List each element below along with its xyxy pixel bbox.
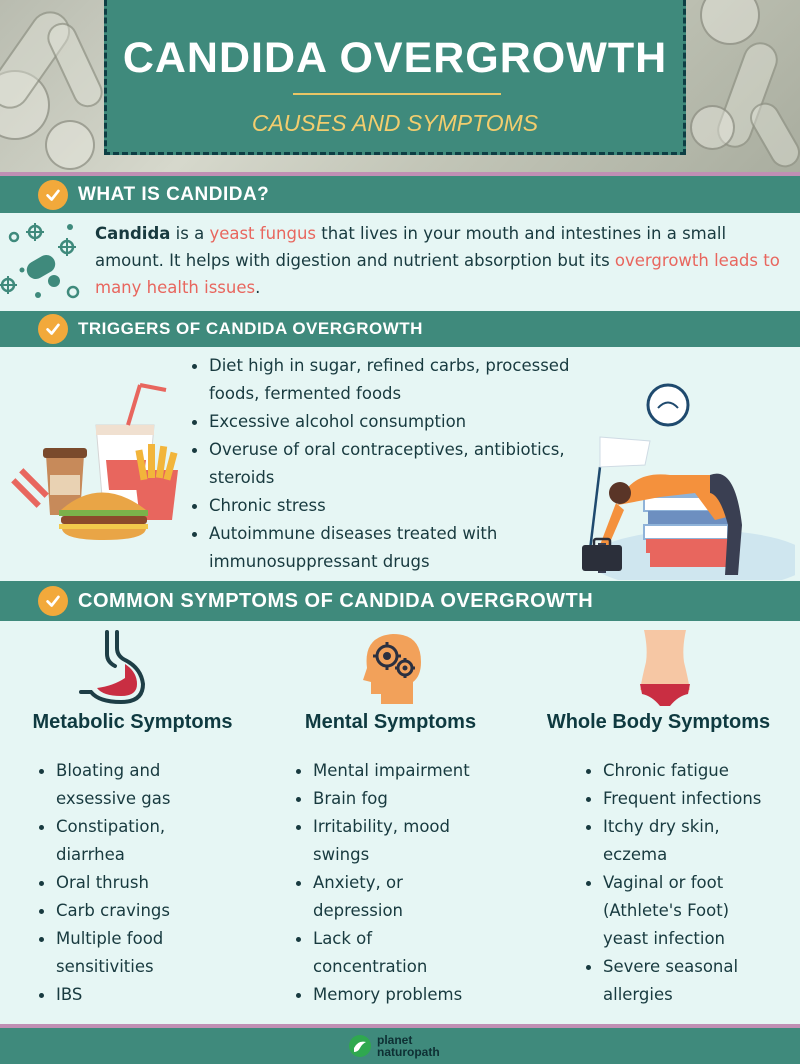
candida-definition	[95, 220, 795, 301]
yeast-fungus-highlight: yeast fungus	[209, 224, 317, 243]
list-item: Memory problems	[295, 981, 480, 1009]
list-item: Vaginal or foot (Athlete's Foot) yeast infection	[585, 869, 775, 953]
list-item: Multiple food sensitivities	[38, 925, 183, 981]
list-item: Carb cravings	[38, 897, 183, 925]
page-subtitle: CAUSES AND SYMPTOMS	[251, 110, 539, 136]
column-title-whole-body: Whole Body Symptoms	[546, 711, 771, 733]
list-item: Autoimmune diseases treated with immunosuppressant drugs	[190, 520, 610, 576]
junk-food-icon	[6, 380, 186, 550]
section-bar-what	[0, 176, 800, 213]
title-divider	[293, 93, 501, 95]
overgrowth-highlight: overgrowth leads to many health issues	[95, 251, 780, 297]
definition-text-1: is a	[170, 224, 210, 243]
logo-line-2: naturopath	[377, 1045, 440, 1059]
column-title-mental: Mental Symptoms	[304, 711, 477, 733]
body-icon	[630, 628, 700, 710]
list-item: Chronic fatigue	[585, 757, 775, 785]
section-bar-symptoms	[0, 581, 800, 621]
list-item: Severe seasonal allergies	[585, 953, 775, 1009]
page-title: CANDIDA OVERGROWTH	[122, 34, 668, 82]
check-icon	[38, 314, 68, 344]
triggers-list	[190, 352, 610, 576]
definition-text-2: that lives in your mouth and intestines in a small amount. It helps with digestion and nutrient absorption but its	[95, 224, 727, 270]
leaf-logo-icon	[348, 1034, 372, 1058]
head-gears-icon	[357, 630, 427, 706]
header-banner	[0, 0, 800, 175]
section-heading-triggers: TRIGGERS OF CANDIDA OVERGROWTH	[78, 319, 423, 338]
section-heading-what: WHAT IS CANDIDA?	[78, 183, 270, 205]
list-item: Constipation, diarrhea	[38, 813, 183, 869]
list-item: Itchy dry skin, eczema	[585, 813, 775, 869]
list-item: Diet high in sugar, refined carbs, processed foods, fermented foods	[190, 352, 610, 408]
title-box	[104, 0, 686, 155]
list-item: Chronic stress	[190, 492, 610, 520]
stomach-icon	[77, 628, 159, 710]
column-title-metabolic: Metabolic Symptoms	[32, 711, 233, 733]
list-item: Anxiety, or depression	[295, 869, 480, 925]
list-item: Mental impairment	[295, 757, 480, 785]
list-item: Irritability, mood swings	[295, 813, 480, 869]
section-heading-symptoms: COMMON SYMPTOMS OF CANDIDA OVERGROWTH	[78, 589, 594, 612]
list-item: Bloating and exsessive gas	[38, 757, 183, 813]
definition-text-3: .	[255, 278, 261, 297]
check-icon	[38, 180, 68, 210]
list-item: Brain fog	[295, 785, 480, 813]
list-item: Lack of concentration	[295, 925, 480, 981]
candida-word: Candida	[95, 224, 171, 243]
whole-body-symptoms-list	[585, 757, 775, 1009]
list-item: IBS	[38, 981, 183, 1009]
stressed-person-icon	[560, 375, 795, 580]
metabolic-symptoms-list	[38, 757, 183, 1009]
germs-icon	[0, 215, 90, 307]
logo-line-1: planet	[377, 1033, 413, 1047]
logo-text	[377, 1034, 440, 1058]
footer	[0, 1028, 800, 1064]
list-item: Overuse of oral contraceptives, antibiotics, steroids	[190, 436, 610, 492]
mental-symptoms-list	[295, 757, 480, 1009]
planet-naturopath-logo[interactable]	[348, 1031, 440, 1061]
list-item: Frequent infections	[585, 785, 775, 813]
list-item: Excessive alcohol consumption	[190, 408, 610, 436]
section-bar-triggers	[0, 311, 800, 347]
list-item: Oral thrush	[38, 869, 183, 897]
check-icon	[38, 586, 68, 616]
